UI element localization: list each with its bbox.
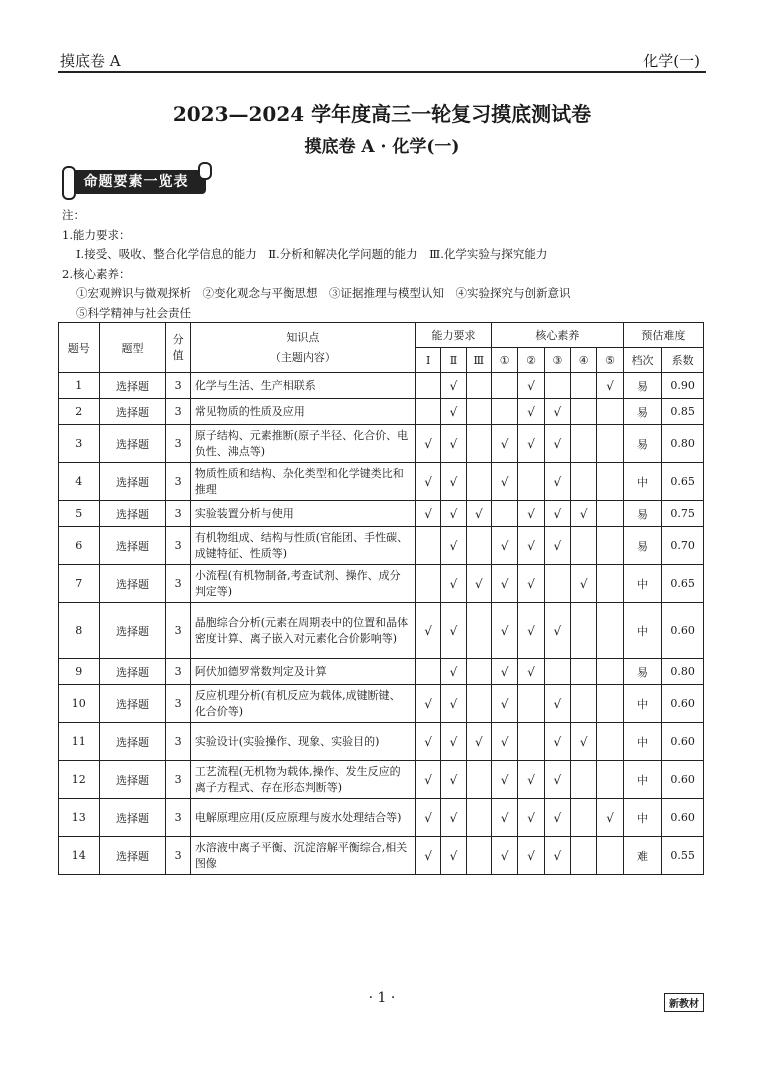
col-header-kp <box>190 323 415 373</box>
check-mark: √ <box>544 603 570 659</box>
check-mark: √ <box>466 565 491 603</box>
table-row <box>59 603 704 659</box>
cell-core-4 <box>571 399 597 425</box>
check-mark: √ <box>441 659 466 685</box>
cell-no: 7 <box>59 565 100 603</box>
scroll-curl-right-icon <box>198 162 212 180</box>
table-row <box>59 659 704 685</box>
cell-type: 选择题 <box>99 399 166 425</box>
page-number: · 1 · <box>368 990 396 1006</box>
cell-coef: 0.60 <box>662 723 704 761</box>
check-mark: √ <box>415 837 440 875</box>
check-mark: √ <box>518 527 544 565</box>
cell-ability-3 <box>466 685 491 723</box>
ability-header-3: Ⅲ <box>466 348 491 373</box>
header-divider <box>58 71 706 73</box>
cell-coef: 0.65 <box>662 463 704 501</box>
cell-ability-3 <box>466 799 491 837</box>
cell-ability-3 <box>466 399 491 425</box>
banner-label: 命题要素一览表 <box>66 170 206 194</box>
cell-type: 选择题 <box>99 723 166 761</box>
check-mark: √ <box>441 399 466 425</box>
check-mark: √ <box>491 659 517 685</box>
core-header-4: ④ <box>571 348 597 373</box>
cell-ability-3 <box>466 837 491 875</box>
kp-header-sub: （主题内容） <box>269 350 336 364</box>
check-mark: √ <box>518 659 544 685</box>
cell-knowledge: 水溶液中离子平衡、沉淀溶解平衡综合,相关图像 <box>190 837 415 875</box>
cell-knowledge: 实验设计(实验操作、现象、实验目的) <box>190 723 415 761</box>
cell-score: 3 <box>166 837 190 875</box>
table-row <box>59 565 704 603</box>
cell-no: 8 <box>59 603 100 659</box>
cell-coef: 0.60 <box>662 685 704 723</box>
check-mark: √ <box>491 685 517 723</box>
check-mark: √ <box>441 501 466 527</box>
cell-ability-3 <box>466 659 491 685</box>
table-row <box>59 463 704 501</box>
cell-type: 选择题 <box>99 565 166 603</box>
cell-score: 3 <box>166 761 190 799</box>
cell-level: 易 <box>623 501 662 527</box>
check-mark: √ <box>518 399 544 425</box>
cell-type: 选择题 <box>99 837 166 875</box>
cell-core-5 <box>597 565 623 603</box>
cell-no: 12 <box>59 761 100 799</box>
cell-core-1 <box>491 501 517 527</box>
table-row <box>59 837 704 875</box>
cell-ability-3 <box>466 761 491 799</box>
table-row <box>59 425 704 463</box>
check-mark: √ <box>544 501 570 527</box>
col-header-type: 题型 <box>99 323 166 373</box>
cell-core-3 <box>544 565 570 603</box>
cell-score: 3 <box>166 565 190 603</box>
cell-knowledge: 反应机理分析(有机反应为载体,成键断键、化合价等) <box>190 685 415 723</box>
cell-coef: 0.60 <box>662 799 704 837</box>
cell-ability-1 <box>415 399 440 425</box>
cell-level: 易 <box>623 659 662 685</box>
check-mark: √ <box>544 723 570 761</box>
cell-score: 3 <box>166 685 190 723</box>
check-mark: √ <box>491 799 517 837</box>
check-mark: √ <box>491 463 517 501</box>
check-mark: √ <box>544 527 570 565</box>
col-header-ability: 能力要求 <box>415 323 491 348</box>
check-mark: √ <box>441 761 466 799</box>
check-mark: √ <box>544 799 570 837</box>
check-mark: √ <box>544 399 570 425</box>
check-mark: √ <box>544 685 570 723</box>
table-row <box>59 799 704 837</box>
cell-no: 5 <box>59 501 100 527</box>
cell-ability-3 <box>466 463 491 501</box>
cell-score: 3 <box>166 659 190 685</box>
cell-type: 选择题 <box>99 799 166 837</box>
check-mark: √ <box>597 373 623 399</box>
cell-score: 3 <box>166 527 190 565</box>
cell-score: 3 <box>166 463 190 501</box>
cell-level: 中 <box>623 463 662 501</box>
core-header-3: ③ <box>544 348 570 373</box>
cell-knowledge: 有机物组成、结构与性质(官能团、手性碳、成键特征、性质等) <box>190 527 415 565</box>
cell-coef: 0.60 <box>662 761 704 799</box>
cell-core-2 <box>518 723 544 761</box>
cell-level: 难 <box>623 837 662 875</box>
cell-score: 3 <box>166 425 190 463</box>
cell-coef: 0.80 <box>662 425 704 463</box>
table-row <box>59 527 704 565</box>
check-mark: √ <box>441 463 466 501</box>
cell-core-4 <box>571 373 597 399</box>
core-line-1: ①宏观辨识与微观探析 ②变化观念与平衡思想 ③证据推理与模型认知 ④实验探究与创新意识 <box>76 286 571 300</box>
check-mark: √ <box>415 501 440 527</box>
check-mark: √ <box>441 603 466 659</box>
cell-ability-1 <box>415 659 440 685</box>
cell-core-4 <box>571 463 597 501</box>
check-mark: √ <box>544 837 570 875</box>
notes-head: 注： <box>62 208 85 222</box>
cell-score: 3 <box>166 723 190 761</box>
cell-core-4 <box>571 527 597 565</box>
cell-level: 易 <box>623 527 662 565</box>
check-mark: √ <box>518 761 544 799</box>
cell-core-4 <box>571 761 597 799</box>
coef-header: 系数 <box>662 348 704 373</box>
cell-core-3 <box>544 373 570 399</box>
check-mark: √ <box>518 799 544 837</box>
level-header: 档次 <box>623 348 662 373</box>
cell-ability-3 <box>466 425 491 463</box>
cell-core-4 <box>571 837 597 875</box>
check-mark: √ <box>491 723 517 761</box>
cell-knowledge: 物质性质和结构、杂化类型和化学键类比和推理 <box>190 463 415 501</box>
cell-core-4 <box>571 603 597 659</box>
edition-badge: 新教材 <box>664 993 704 1012</box>
cell-core-5 <box>597 603 623 659</box>
check-mark: √ <box>571 501 597 527</box>
cell-no: 1 <box>59 373 100 399</box>
cell-level: 中 <box>623 799 662 837</box>
cell-core-5 <box>597 501 623 527</box>
cell-core-4 <box>571 799 597 837</box>
cell-knowledge: 晶胞综合分析(元素在周期表中的位置和晶体密度计算、离子嵌入对元素化合价影响等) <box>190 603 415 659</box>
table-row <box>59 723 704 761</box>
col-header-core: 核心素养 <box>491 323 623 348</box>
cell-no: 3 <box>59 425 100 463</box>
check-mark: √ <box>518 373 544 399</box>
cell-ability-3 <box>466 373 491 399</box>
cell-level: 中 <box>623 685 662 723</box>
check-mark: √ <box>518 837 544 875</box>
notes-section <box>62 206 571 323</box>
check-mark: √ <box>518 425 544 463</box>
col-header-difficulty: 预估难度 <box>623 323 703 348</box>
cell-no: 6 <box>59 527 100 565</box>
cell-level: 易 <box>623 373 662 399</box>
check-mark: √ <box>441 425 466 463</box>
cell-no: 10 <box>59 685 100 723</box>
core-header-5: ⑤ <box>597 348 623 373</box>
cell-level: 易 <box>623 425 662 463</box>
cell-type: 选择题 <box>99 501 166 527</box>
cell-knowledge: 电解原理应用(反应原理与废水处理结合等) <box>190 799 415 837</box>
cell-no: 4 <box>59 463 100 501</box>
check-mark: √ <box>544 761 570 799</box>
col-header-no: 题号 <box>59 323 100 373</box>
core-header-1: ① <box>491 348 517 373</box>
cell-score: 3 <box>166 603 190 659</box>
cell-coef: 0.85 <box>662 399 704 425</box>
cell-level: 易 <box>623 399 662 425</box>
table-row <box>59 685 704 723</box>
check-mark: √ <box>415 723 440 761</box>
cell-knowledge: 化学与生活、生产相联系 <box>190 373 415 399</box>
scroll-curl-left-icon <box>62 166 76 200</box>
check-mark: √ <box>441 799 466 837</box>
cell-coef: 0.70 <box>662 527 704 565</box>
cell-level: 中 <box>623 603 662 659</box>
cell-ability-3 <box>466 527 491 565</box>
cell-core-2 <box>518 685 544 723</box>
check-mark: √ <box>441 527 466 565</box>
cell-ability-1 <box>415 373 440 399</box>
cell-level: 中 <box>623 723 662 761</box>
check-mark: √ <box>441 565 466 603</box>
check-mark: √ <box>441 837 466 875</box>
cell-core-4 <box>571 685 597 723</box>
cell-score: 3 <box>166 399 190 425</box>
cell-core-5 <box>597 723 623 761</box>
cell-type: 选择题 <box>99 463 166 501</box>
cell-type: 选择题 <box>99 761 166 799</box>
check-mark: √ <box>466 501 491 527</box>
check-mark: √ <box>441 685 466 723</box>
cell-knowledge: 阿伏加德罗常数判定及计算 <box>190 659 415 685</box>
elements-table <box>58 322 704 875</box>
table-row <box>59 761 704 799</box>
cell-type: 选择题 <box>99 685 166 723</box>
core-line-2: ⑤科学精神与社会责任 <box>76 305 191 320</box>
cell-ability-1 <box>415 565 440 603</box>
ability-header-1: Ⅰ <box>415 348 440 373</box>
core-header-2: ② <box>518 348 544 373</box>
header-left: 摸底卷 A <box>60 52 121 70</box>
cell-core-5 <box>597 527 623 565</box>
col-header-score: 分值 <box>166 323 190 373</box>
cell-knowledge: 小流程(有机物制备,考查试剂、操作、成分判定等) <box>190 565 415 603</box>
cell-core-5 <box>597 659 623 685</box>
check-mark: √ <box>491 565 517 603</box>
check-mark: √ <box>491 425 517 463</box>
ability-items: Ⅰ.接受、吸收、整合化学信息的能力 Ⅱ.分析和解决化学问题的能力 Ⅲ.化学实验与探究能力 <box>76 247 548 261</box>
cell-core-5 <box>597 425 623 463</box>
check-mark: √ <box>518 501 544 527</box>
section-banner <box>62 162 212 196</box>
table-row <box>59 501 704 527</box>
cell-score: 3 <box>166 799 190 837</box>
cell-type: 选择题 <box>99 527 166 565</box>
cell-ability-1 <box>415 527 440 565</box>
cell-coef: 0.80 <box>662 659 704 685</box>
cell-score: 3 <box>166 501 190 527</box>
cell-core-3 <box>544 659 570 685</box>
page-title: 2023—2024 学年度高三一轮复习摸底测试卷 <box>172 102 592 126</box>
cell-coef: 0.55 <box>662 837 704 875</box>
check-mark: √ <box>571 723 597 761</box>
table-row <box>59 373 704 399</box>
kp-header-label: 知识点 <box>286 330 320 344</box>
cell-no: 9 <box>59 659 100 685</box>
cell-knowledge: 常见物质的性质及应用 <box>190 399 415 425</box>
cell-core-5 <box>597 463 623 501</box>
cell-core-5 <box>597 685 623 723</box>
check-mark: √ <box>518 603 544 659</box>
cell-type: 选择题 <box>99 659 166 685</box>
check-mark: √ <box>491 761 517 799</box>
cell-level: 中 <box>623 761 662 799</box>
cell-coef: 0.75 <box>662 501 704 527</box>
cell-knowledge: 原子结构、元素推断(原子半径、化合价、电负性、沸点等) <box>190 425 415 463</box>
check-mark: √ <box>571 565 597 603</box>
cell-type: 选择题 <box>99 603 166 659</box>
check-mark: √ <box>415 761 440 799</box>
cell-level: 中 <box>623 565 662 603</box>
cell-no: 2 <box>59 399 100 425</box>
check-mark: √ <box>415 425 440 463</box>
cell-core-4 <box>571 659 597 685</box>
cell-coef: 0.90 <box>662 373 704 399</box>
cell-type: 选择题 <box>99 425 166 463</box>
check-mark: √ <box>518 565 544 603</box>
check-mark: √ <box>544 463 570 501</box>
cell-no: 11 <box>59 723 100 761</box>
check-mark: √ <box>491 837 517 875</box>
cell-coef: 0.60 <box>662 603 704 659</box>
check-mark: √ <box>441 723 466 761</box>
check-mark: √ <box>441 373 466 399</box>
check-mark: √ <box>491 603 517 659</box>
check-mark: √ <box>597 799 623 837</box>
cell-knowledge: 工艺流程(无机物为载体,操作、发生反应的离子方程式、存在形态判断等) <box>190 761 415 799</box>
ability-header-2: Ⅱ <box>441 348 466 373</box>
page-subtitle: 摸底卷 A · 化学(一) <box>304 137 460 157</box>
cell-core-5 <box>597 837 623 875</box>
cell-ability-3 <box>466 603 491 659</box>
cell-core-5 <box>597 761 623 799</box>
check-mark: √ <box>491 527 517 565</box>
core-title: 2.核心素养： <box>62 266 131 281</box>
header-right: 化学(一) <box>643 52 700 70</box>
check-mark: √ <box>415 603 440 659</box>
check-mark: √ <box>544 425 570 463</box>
check-mark: √ <box>415 463 440 501</box>
table-row <box>59 399 704 425</box>
check-mark: √ <box>466 723 491 761</box>
cell-no: 13 <box>59 799 100 837</box>
cell-core-5 <box>597 399 623 425</box>
cell-core-1 <box>491 399 517 425</box>
cell-type: 选择题 <box>99 373 166 399</box>
cell-core-2 <box>518 463 544 501</box>
cell-no: 14 <box>59 837 100 875</box>
check-mark: √ <box>415 799 440 837</box>
cell-core-1 <box>491 373 517 399</box>
cell-score: 3 <box>166 373 190 399</box>
check-mark: √ <box>415 685 440 723</box>
cell-coef: 0.65 <box>662 565 704 603</box>
cell-knowledge: 实验装置分析与使用 <box>190 501 415 527</box>
cell-core-4 <box>571 425 597 463</box>
ability-title: 1.能力要求： <box>62 227 131 242</box>
